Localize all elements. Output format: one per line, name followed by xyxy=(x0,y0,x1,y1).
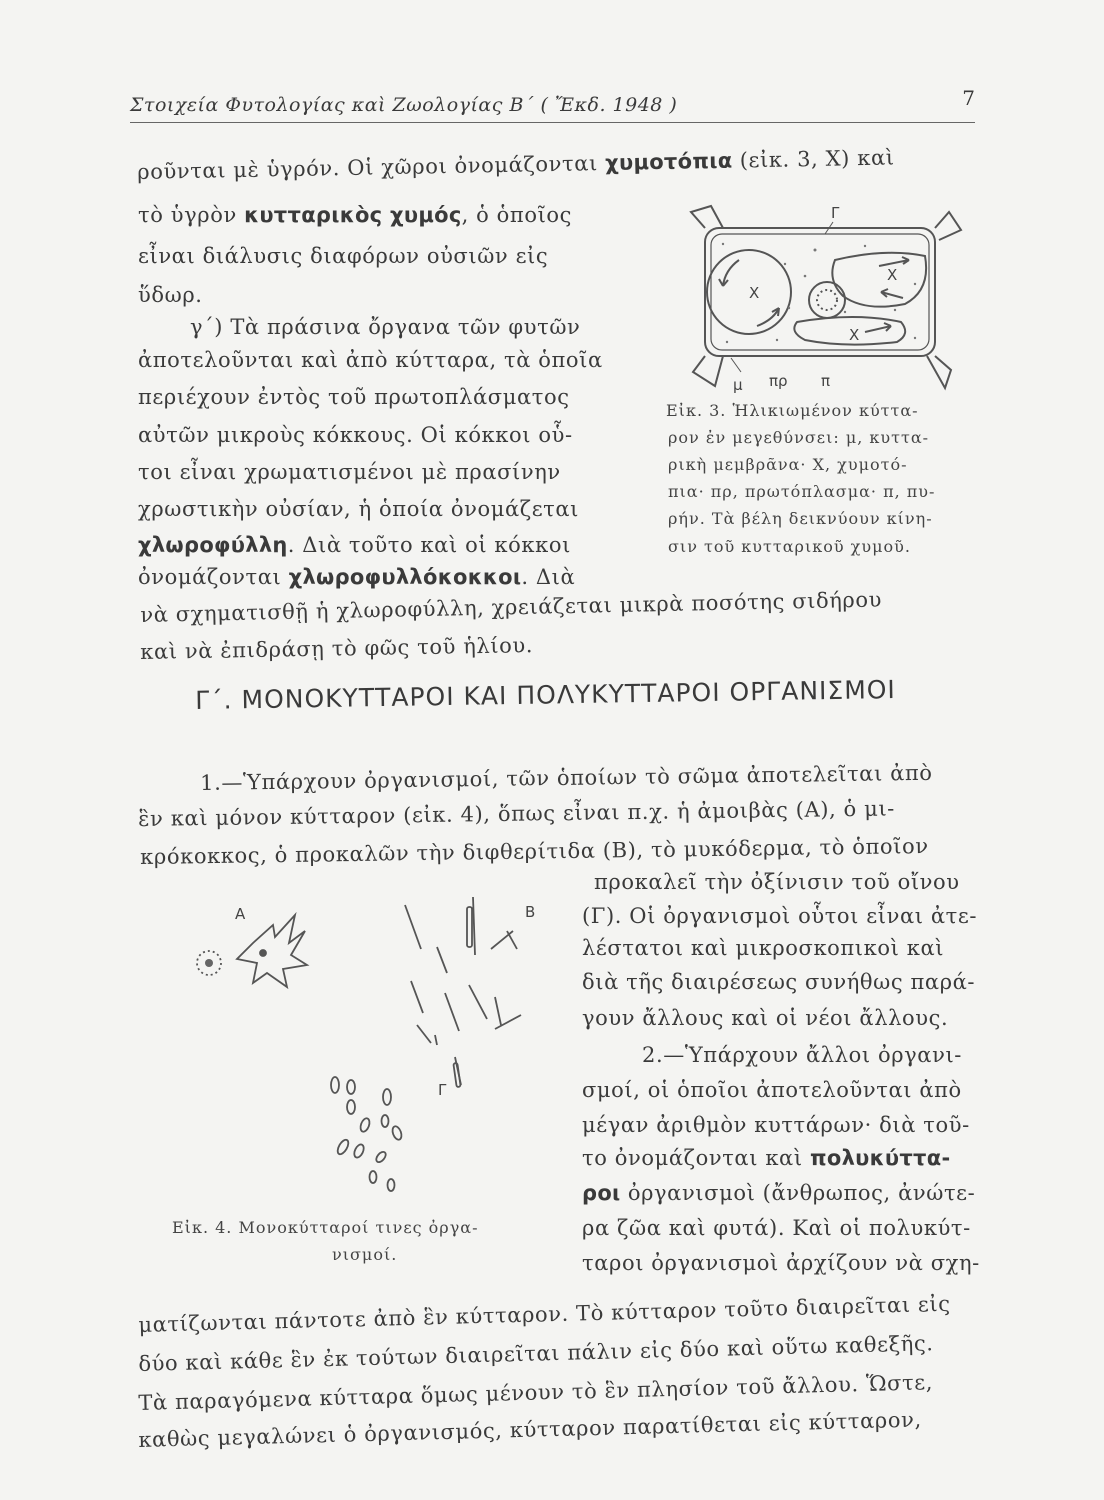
caption-line: πια· πρ, πρωτόπλασμα· π, πυ- xyxy=(668,482,936,501)
text-line: καθὼς μεγαλώνει ὁ ὀργανισμός, κύτταρον παρατίθεται εἰς κύτταρον, xyxy=(138,1407,923,1452)
figure-4-organisms xyxy=(155,885,565,1205)
page-number: 7 xyxy=(962,86,975,110)
caption-line: Εἰκ. 4. Μονοκύτταροί τινες ὀργα- xyxy=(172,1218,479,1237)
figure-3-cell-diagram xyxy=(665,200,970,400)
text-line: νὰ σχηματισθῇ ἡ χλωροφύλλη, χρειάζεται μικρὰ ποσότης σιδήρου xyxy=(140,587,883,627)
caption-line: Εἰκ. 3. Ἡλικιωμένον κύττα- xyxy=(666,401,919,420)
text-line: ὕδωρ. xyxy=(138,283,203,307)
label-mu: μ xyxy=(733,376,743,394)
text-line: τοι εἶναι χρωματισμένοι μὲ πρασίνην xyxy=(138,460,561,484)
text-line: το ὀνομάζονται καὶ πολυκύττα- xyxy=(582,1146,951,1170)
vacuole-upper-right xyxy=(832,253,926,307)
label-b: Β xyxy=(525,903,536,921)
text-line: ρα ζῶα καὶ φυτά). Καὶ οἱ πολυκύτ- xyxy=(582,1216,971,1240)
caption-line: ρον ἐν μεγεθύνσει: μ, κυττα- xyxy=(668,428,930,447)
text-line: σμοί, οἱ ὁποῖοι ἀποτελοῦνται ἀπὸ xyxy=(582,1078,962,1102)
text-line: ὀνομάζονται χλωροφυλλόκοκκοι. Διὰ xyxy=(138,565,576,589)
amoeba xyxy=(237,915,307,987)
label-a: Α xyxy=(235,905,246,923)
text-line: (Γ). Οἱ ὀργανισμοὶ οὗτοι εἶναι ἀτε- xyxy=(582,904,978,928)
running-header xyxy=(130,86,975,123)
text-line: λέστατοι καὶ μικροσκοπικοὶ καὶ xyxy=(582,936,945,960)
text-line: δύο καὶ κάθε ἓν ἐκ τούτων διαιρεῖται πάλιν εἰς δύο καὶ οὕτω καθεξῆς. xyxy=(138,1331,934,1376)
book-title: Στοιχεία Φυτολογίας καὶ Ζωολογίας Β΄ ( Ἔκδ. 1948 ) xyxy=(130,94,678,116)
text-line: γουν ἄλλους καὶ οἱ νέοι ἄλλους. xyxy=(582,1006,949,1030)
text-line: 2.—Ὑπάρχουν ἄλλοι ὀργανι- xyxy=(642,1043,962,1067)
text-line: διὰ τῆς διαιρέσεως συνήθως παρά- xyxy=(582,970,976,994)
cell-membrane xyxy=(705,228,935,356)
caption-line: νισμοί. xyxy=(332,1245,398,1264)
label-pi: π xyxy=(821,372,831,390)
nucleus xyxy=(809,282,845,318)
label-pr: πρ xyxy=(769,372,788,390)
text-line: Τὰ παραγόμενα κύτταρα ὅμως μένουν τὸ ἓν πλησίον τοῦ ἄλλου. Ὥστε, xyxy=(138,1370,934,1415)
text-line: καὶ νὰ ἐπιδράσῃ τὸ φῶς τοῦ ἡλίου. xyxy=(140,633,534,664)
text-line: μέγαν ἀριθμὸν κυττάρων· διὰ τοῦ- xyxy=(582,1113,970,1137)
text-line: ροῦνται μὲ ὑγρόν. Οἱ χῶροι ὀνομάζονται χυμοτόπια (εἰκ. 3, Χ) καὶ xyxy=(137,145,895,184)
text-line: γ΄) Τὰ πράσινα ὄργανα τῶν φυτῶν xyxy=(190,315,581,339)
label-x: Χ xyxy=(749,284,760,302)
caption-line: ρικὴ μεμβρᾶνα· Χ, χυμοτό- xyxy=(668,455,908,474)
label-x: Χ xyxy=(849,326,860,344)
caption-line: σιν τοῦ κυτταρικοῦ χυμοῦ. xyxy=(668,537,911,556)
label-x: Χ xyxy=(887,266,898,284)
text-line: ταροι ὀργανισμοὶ ἀρχίζουν νὰ σχη- xyxy=(582,1251,980,1275)
text-line: 1.—Ὑπάρχουν ὀργανισμοί, τῶν ὁποίων τὸ σῶμα ἀποτελεῖται ἀπὸ xyxy=(200,760,933,795)
text-line: ματίζωνται πάντοτε ἀπὸ ἓν κύτταρον. Τὸ κύτταρον τοῦτο διαιρεῖται εἰς xyxy=(138,1291,951,1337)
text-line: ροι ὀργανισμοὶ (ἄνθρωπος, ἀνώτε- xyxy=(582,1181,976,1205)
text-line: εἶναι διάλυσις διαφόρων οὐσιῶν εἰς xyxy=(138,244,549,268)
label-g: Γ xyxy=(438,1081,447,1099)
text-line: περιέχουν ἐντὸς τοῦ πρωτοπλάσματος xyxy=(138,385,570,409)
section-heading: Γ΄. ΜΟΝΟΚΥΤΤΑΡΟΙ ΚΑΙ ΠΟΛΥΚΥΤΤΑΡΟΙ ΟΡΓΑΝΙΣΜΟΙ xyxy=(195,674,897,715)
label-gamma: Γ xyxy=(831,204,840,222)
text-line: τὸ ὑγρὸν κυτταρικὸς χυμός, ὁ ὁποῖος xyxy=(138,203,573,227)
text-line: ἀποτελοῦνται καὶ ἀπὸ κύτταρα, τὰ ὁποῖα xyxy=(138,348,603,372)
text-line: χρωστικὴν οὐσίαν, ἡ ὁποία ὀνομάζεται xyxy=(138,497,580,521)
text-line: προκαλεῖ τὴν ὀξίνισιν τοῦ οἴνου xyxy=(594,870,960,894)
text-line: κρόκοκκος, ὁ προκαλῶν τὴν διφθερίτιδα (Β), τὸ μυκόδερμα, τὸ ὁποῖον xyxy=(140,833,929,869)
text-line: χλωροφύλλη. Διὰ τοῦτο καὶ οἱ κόκκοι xyxy=(138,533,571,557)
text-line: ἓν καὶ μόνον κύτταρον (εἰκ. 4), ὅπως εἶναι π.χ. ἡ ἀμοιβὰς (Α), ὁ μι- xyxy=(138,796,896,831)
caption-line: ρήν. Τὰ βέλη δεικνύουν κίνη- xyxy=(668,509,933,528)
text-line: αὐτῶν μικροὺς κόκκους. Οἱ κόκκοι οὗ- xyxy=(138,423,573,447)
